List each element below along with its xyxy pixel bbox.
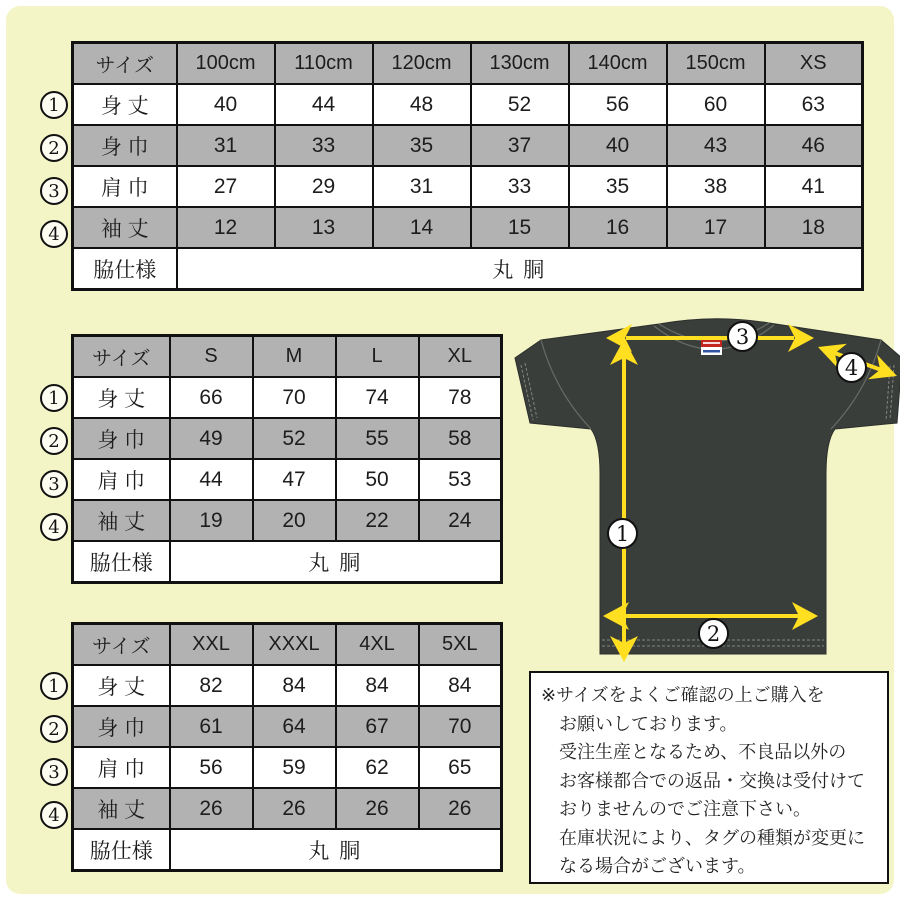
purchase-note xyxy=(529,671,889,884)
size-value-cell: 61 xyxy=(170,706,253,747)
size-value-cell: 37 xyxy=(471,125,569,166)
size-value-cell: 26 xyxy=(419,788,502,829)
size-column-header: XXXL xyxy=(253,624,336,666)
size-value-cell: 31 xyxy=(373,166,471,207)
side-spec-label: 脇仕様 xyxy=(73,541,170,583)
size-value-cell: 40 xyxy=(569,125,667,166)
size-table-block-big xyxy=(30,622,503,872)
size-value-cell: 26 xyxy=(253,788,336,829)
size-value-cell: 41 xyxy=(765,166,863,207)
size-value-cell: 38 xyxy=(667,166,765,207)
size-column-header: XL xyxy=(419,336,502,378)
circled-row-number: 4 xyxy=(40,801,68,829)
marker-number: 1 xyxy=(615,521,630,546)
note-line: なる場合がございます。 xyxy=(559,856,756,876)
measure-marker-2 xyxy=(698,618,729,649)
circled-row-number: 2 xyxy=(40,715,68,743)
size-value-cell: 33 xyxy=(275,125,373,166)
measure-label-cell: 肩 巾 xyxy=(73,459,170,500)
size-value-cell: 18 xyxy=(765,207,863,248)
size-value-cell: 46 xyxy=(765,125,863,166)
measure-label-cell: 身 丈 xyxy=(73,377,170,418)
size-value-cell: 65 xyxy=(419,747,502,788)
circled-row-number: 2 xyxy=(40,134,68,162)
measure-label-cell: 身 巾 xyxy=(73,125,177,166)
size-value-cell: 40 xyxy=(177,84,275,125)
size-value-cell: 20 xyxy=(253,500,336,541)
marker-number: 2 xyxy=(706,621,721,646)
measure-label-cell: 肩 巾 xyxy=(73,747,170,788)
note-line: ※サイズをよくご確認の上ご購入を xyxy=(541,685,825,705)
size-value-cell: 24 xyxy=(419,500,502,541)
side-spec-value: 丸 胴 xyxy=(177,248,863,290)
circled-row-number: 3 xyxy=(40,470,68,498)
circled-row-number: 3 xyxy=(40,177,68,205)
size-value-cell: 64 xyxy=(253,706,336,747)
size-column-header: 5XL xyxy=(419,624,502,666)
note-line: 受注生産となるため、不良品以外の xyxy=(559,742,847,762)
size-value-cell: 84 xyxy=(253,665,336,706)
note-line: おりませんのでご注意下さい。 xyxy=(559,799,811,819)
size-value-cell: 50 xyxy=(336,459,419,500)
measure-label-cell: 身 丈 xyxy=(73,84,177,125)
size-value-cell: 26 xyxy=(336,788,419,829)
size-column-header: 150cm xyxy=(667,43,765,85)
size-column-header: XS xyxy=(765,43,863,85)
size-value-cell: 48 xyxy=(373,84,471,125)
size-value-cell: 19 xyxy=(170,500,253,541)
size-table-big xyxy=(71,622,503,872)
row-number-markers xyxy=(30,622,71,880)
measure-label-cell: 袖 丈 xyxy=(73,207,177,248)
size-table-block-kids xyxy=(30,41,864,291)
size-value-cell: 15 xyxy=(471,207,569,248)
row-number-markers xyxy=(30,41,71,299)
circled-row-number: 4 xyxy=(40,220,68,248)
size-value-cell: 74 xyxy=(336,377,419,418)
note-line: 在庫状況により、タグの種類が変更に xyxy=(559,827,865,848)
pale-yellow-background xyxy=(6,6,894,894)
measure-marker-1 xyxy=(607,518,638,549)
size-column-header: M xyxy=(253,336,336,378)
size-value-cell: 56 xyxy=(569,84,667,125)
size-value-cell: 27 xyxy=(177,166,275,207)
size-value-cell: 56 xyxy=(170,747,253,788)
size-value-cell: 67 xyxy=(336,706,419,747)
size-value-cell: 49 xyxy=(170,418,253,459)
size-value-cell: 35 xyxy=(373,125,471,166)
size-value-cell: 14 xyxy=(373,207,471,248)
size-value-cell: 13 xyxy=(275,207,373,248)
size-value-cell: 82 xyxy=(170,665,253,706)
note-line: お願いしております。 xyxy=(559,713,738,734)
side-spec-label: 脇仕様 xyxy=(73,829,170,871)
size-value-cell: 35 xyxy=(569,166,667,207)
size-column-header: 110cm xyxy=(275,43,373,85)
size-value-cell: 26 xyxy=(170,788,253,829)
size-header-label: サイズ xyxy=(73,43,177,85)
circled-row-number: 4 xyxy=(40,513,68,541)
size-value-cell: 43 xyxy=(667,125,765,166)
size-value-cell: 58 xyxy=(419,418,502,459)
size-column-header: 120cm xyxy=(373,43,471,85)
size-value-cell: 22 xyxy=(336,500,419,541)
size-table-block-adult xyxy=(30,334,503,584)
size-value-cell: 16 xyxy=(569,207,667,248)
size-value-cell: 44 xyxy=(275,84,373,125)
measure-label-cell: 袖 丈 xyxy=(73,500,170,541)
circled-row-number: 1 xyxy=(40,384,68,412)
size-column-header: 140cm xyxy=(569,43,667,85)
row-number-markers xyxy=(30,334,71,592)
size-value-cell: 59 xyxy=(253,747,336,788)
measure-label-cell: 身 巾 xyxy=(73,706,170,747)
size-column-header: 130cm xyxy=(471,43,569,85)
size-column-header: 100cm xyxy=(177,43,275,85)
size-table-kids xyxy=(71,41,864,291)
size-column-header: L xyxy=(336,336,419,378)
size-value-cell: 63 xyxy=(765,84,863,125)
size-value-cell: 33 xyxy=(471,166,569,207)
size-value-cell: 60 xyxy=(667,84,765,125)
circled-row-number: 1 xyxy=(40,91,68,119)
marker-number: 4 xyxy=(844,355,859,380)
circled-row-number: 3 xyxy=(40,758,68,786)
collar-tag-icon xyxy=(701,339,722,355)
size-value-cell: 52 xyxy=(471,84,569,125)
size-value-cell: 70 xyxy=(419,706,502,747)
measure-label-cell: 身 巾 xyxy=(73,418,170,459)
size-header-label: サイズ xyxy=(73,336,170,378)
side-spec-value: 丸 胴 xyxy=(170,829,502,871)
size-value-cell: 52 xyxy=(253,418,336,459)
size-value-cell: 29 xyxy=(275,166,373,207)
size-value-cell: 78 xyxy=(419,377,502,418)
size-column-header: 4XL xyxy=(336,624,419,666)
size-value-cell: 17 xyxy=(667,207,765,248)
circled-row-number: 1 xyxy=(40,672,68,700)
size-value-cell: 70 xyxy=(253,377,336,418)
size-value-cell: 12 xyxy=(177,207,275,248)
note-line: お客様都合での返品・交換は受付けて xyxy=(559,770,865,791)
size-value-cell: 84 xyxy=(419,665,502,706)
size-value-cell: 62 xyxy=(336,747,419,788)
size-value-cell: 55 xyxy=(336,418,419,459)
size-value-cell: 84 xyxy=(336,665,419,706)
size-value-cell: 66 xyxy=(170,377,253,418)
size-value-cell: 31 xyxy=(177,125,275,166)
size-value-cell: 47 xyxy=(253,459,336,500)
measure-marker-4 xyxy=(836,352,867,383)
measure-marker-3 xyxy=(727,321,758,352)
size-header-label: サイズ xyxy=(73,624,170,666)
size-value-cell: 44 xyxy=(170,459,253,500)
side-spec-value: 丸 胴 xyxy=(170,541,502,583)
measure-label-cell: 肩 巾 xyxy=(73,166,177,207)
measure-label-cell: 身 丈 xyxy=(73,665,170,706)
measure-label-cell: 袖 丈 xyxy=(73,788,170,829)
size-table-adult xyxy=(71,334,503,584)
size-column-header: S xyxy=(170,336,253,378)
size-column-header: XXL xyxy=(170,624,253,666)
marker-number: 3 xyxy=(735,324,750,349)
circled-row-number: 2 xyxy=(40,427,68,455)
size-value-cell: 53 xyxy=(419,459,502,500)
side-spec-label: 脇仕様 xyxy=(73,248,177,290)
